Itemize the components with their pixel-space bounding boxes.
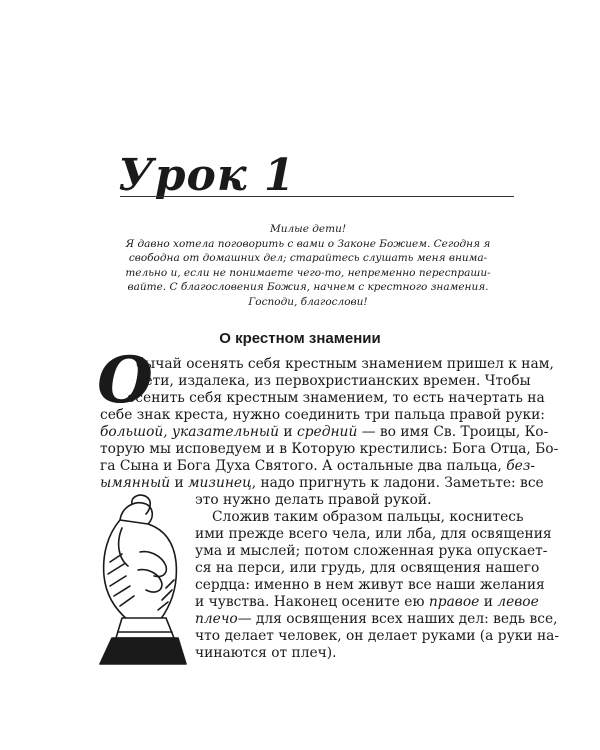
body-line [195,611,558,629]
body-line [100,475,544,493]
body-line: ума и мыслей; потом сложенная рука опускает- [195,543,548,559]
body-italic: правое [428,594,480,610]
title-divider [120,196,514,197]
body-span: и чувства. Наконец осените ею [195,594,429,610]
body-italic: левое [497,594,539,610]
lesson-title: Урок 1 [118,150,296,201]
body-line: бычай осенять себя крестным знамением пришел к нам, [136,356,554,372]
body-line: Сложив таким образом пальцы, коснитесь [212,509,524,525]
body-italic: плечо [195,611,238,627]
body-line: ся на перси, или грудь, для освящения нашего [195,560,540,576]
body-span: и [479,594,498,610]
body-italic: большой, указательный [100,424,280,440]
body-line: это нужно делать правой рукой. [195,492,432,508]
intro-line: свободна от домашних дел; старайтесь слушать меня внима- [128,252,488,265]
intro-line: тельно и, если не понимаете чего-то, непременно переспраши- [125,266,491,279]
body-italic: ымянный [100,475,171,491]
body-line: сердца: именно в нем живут все наши желания [195,577,545,593]
body-italic: средний [297,424,358,440]
intro-epigraph [108,222,508,310]
body-italic: мизинец [188,475,252,491]
body-line: торую мы исповедуем и в Которую крестились: Бога Отца, Бо- [100,441,559,457]
body-span: и [279,424,297,440]
body-line: осенить себя крестным знамением, то есть начертать на [127,390,545,406]
body-line [100,424,548,442]
body-line: что делает человек, он делает руками (а руки на- [195,628,560,644]
body-line [100,458,535,476]
drop-cap-letter: О [97,343,153,418]
intro-line: Я давно хотела поговорить с вами о Законе Божием. Сегодня я [125,237,491,250]
body-line [195,594,539,612]
body-line: ими прежде всего чела, или лба, для освящения [195,526,552,542]
intro-line: Господи, благослови! [248,295,368,308]
body-italic: без- [506,458,536,474]
body-span: , надо пригнуть к ладони. Заметьте: все [251,475,544,491]
body-span: и [170,475,189,491]
hand-illustration [82,492,200,667]
body-span: га Сына и Бога Духа Святого. А остальные два пальца, [100,458,507,474]
body-line: себе знак креста, нужно соединить три пальца правой руки: [100,407,545,423]
body-span: — для освящения всех наших дел: ведь все, [237,611,558,627]
body-line: чинаются от плеч). [195,645,337,661]
intro-line: Милые дети! [269,223,347,235]
body-span: — во имя Св. Троицы, Ко- [357,424,549,440]
intro-line: вайте. С благословения Божия, начнем с крестного знамения. [127,281,489,294]
body-line: дети, издалека, из первохристианских времен. Чтобы [136,373,531,389]
section-heading: О крестном знамении [219,330,381,347]
